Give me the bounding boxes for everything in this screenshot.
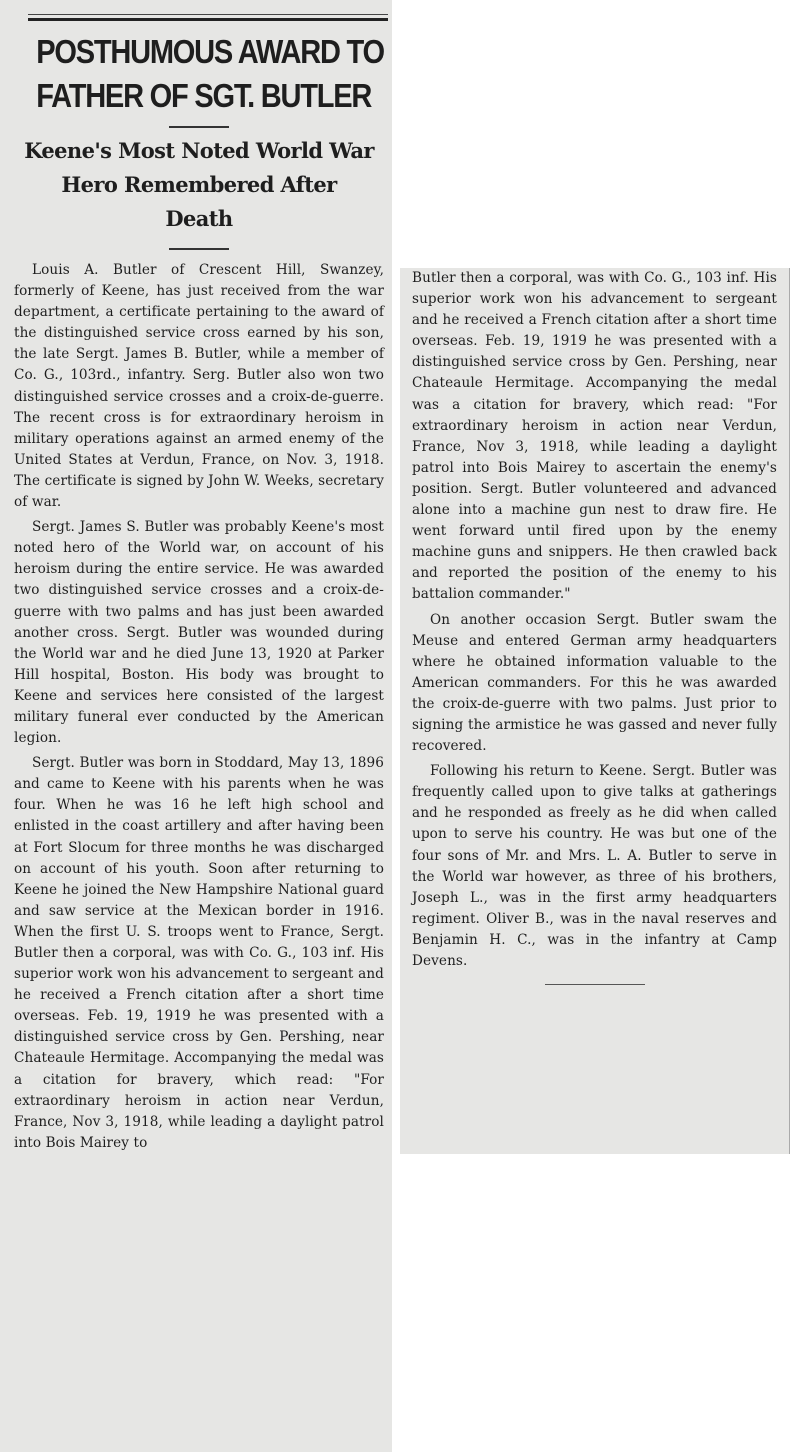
subheadline <box>14 134 384 236</box>
subhead-divider <box>169 248 229 250</box>
headline-line-2: FATHER OF SGT. BUTLER <box>36 77 372 114</box>
subhead-line-3: Death <box>165 206 233 231</box>
subhead-line-1: Keene's Most Noted World War <box>24 138 374 163</box>
article-column-left <box>0 0 392 1452</box>
subhead-line-2: Hero Remembered After <box>61 172 337 197</box>
paragraph: Sergt. Butler was born in Stoddard, May 13, 1896 and came to Keene with his parents when he was four. When he was 16 he left high school and enlisted in the coast artillery and after having been at Fort Slocum for three months he was discharged on account of his youth. Soon after returning to Keene he joined the New Hampshire National guard and saw service at the Mexican border in 1916. When the first U. S. troops went to France, Sergt. Butler then a corporal, was with Co. G., 103 inf. His superior work won his advancement to sergeant and he received a French citation after a short time overseas. Feb. 19, 1919 he was presented with a distinguished service cross by Gen. Pershing, near Chateaule Hermitage. Accompanying the medal was a citation for bravery, which read: "For extraordinary heroism in action near Verdun, France, Nov 3, 1918, while leading a daylight patrol into Bois Mairey to <box>14 755 384 1151</box>
headline <box>36 30 384 118</box>
end-rule <box>545 984 645 985</box>
paragraph: Sergt. James S. Butler was probably Keene's most noted hero of the World war, on account of his heroism during the entire service. He was awarded two distinguished service crosses and a croix-de-guerre with two palms and has just been awarded another cross. Sergt. Butler was wounded during the World war and he died June 13, 1920 at Parker Hill hospital, Boston. His body was brought to Keene and services here consisted of the largest military funeral ever conducted by the American legion. <box>14 519 384 747</box>
article-column-right <box>400 268 790 1154</box>
headline-line-1: POSTHUMOUS AWARD TO <box>36 33 384 70</box>
paragraph: Louis A. Butler of Crescent Hill, Swanzey, formerly of Keene, has just received from the war department, a certificate pertaining to the award of the distinguished service cross earned by his son, the late Sergt. James B. Butler, while a member of Co. G., 103rd., infantry. Serg. Butler also won two distinguished service crosses and a croix-de-guerre. The recent cross is for extraordinary heroism in military operations against an armed enemy of the United States at Verdun, France, on Nov. 3, 1918. The certificate is signed by John W. Weeks, secretary of war. <box>14 262 385 511</box>
headline-divider <box>169 126 229 128</box>
paragraph: On another occasion Sergt. Butler swam the Meuse and entered German army headquarters where he obtained information valuable to the American commanders. For this he was awarded the croix-de-guerre with two palms. Just prior to signing the armistice he was gassed and never fully recovered. <box>412 611 777 755</box>
top-rule-thin <box>28 14 388 15</box>
top-rule-thick <box>28 18 388 21</box>
paragraph: Following his return to Keene. Sergt. Butler was frequently called upon to give talks at gatherings and he responded as freely as he did when called upon to serve his country. He was but one of the four sons of Mr. and Mrs. L. A. Butler to serve in the World war however, as three of his brothers, Joseph L., was in the first army headquarters regiment. Oliver B., was in the naval reserves and Benjamin H. C., was in the infantry at Camp Devens. <box>412 763 777 969</box>
paragraph: Butler then a corporal, was with Co. G., 103 inf. His superior work won his advancement to sergeant and he received a French citation after a short time overseas. Feb. 19, 1919 he was presented with a distinguished service cross by Gen. Pershing, near Chateaule Hermitage. Accompanying the medal was a citation for bravery, which read: "For extraordinary heroism in action near Verdun, France, Nov 3, 1918, while leading a daylight patrol into Bois Mairey to ascertain the enemy's position. Sergt. Butler volunteered and advanced alone into a machine gun nest to draw fire. He went forward until fired upon by the enemy machine guns and snippers. He then crawled back and reported the position of the enemy to his battalion commander." <box>412 270 777 603</box>
